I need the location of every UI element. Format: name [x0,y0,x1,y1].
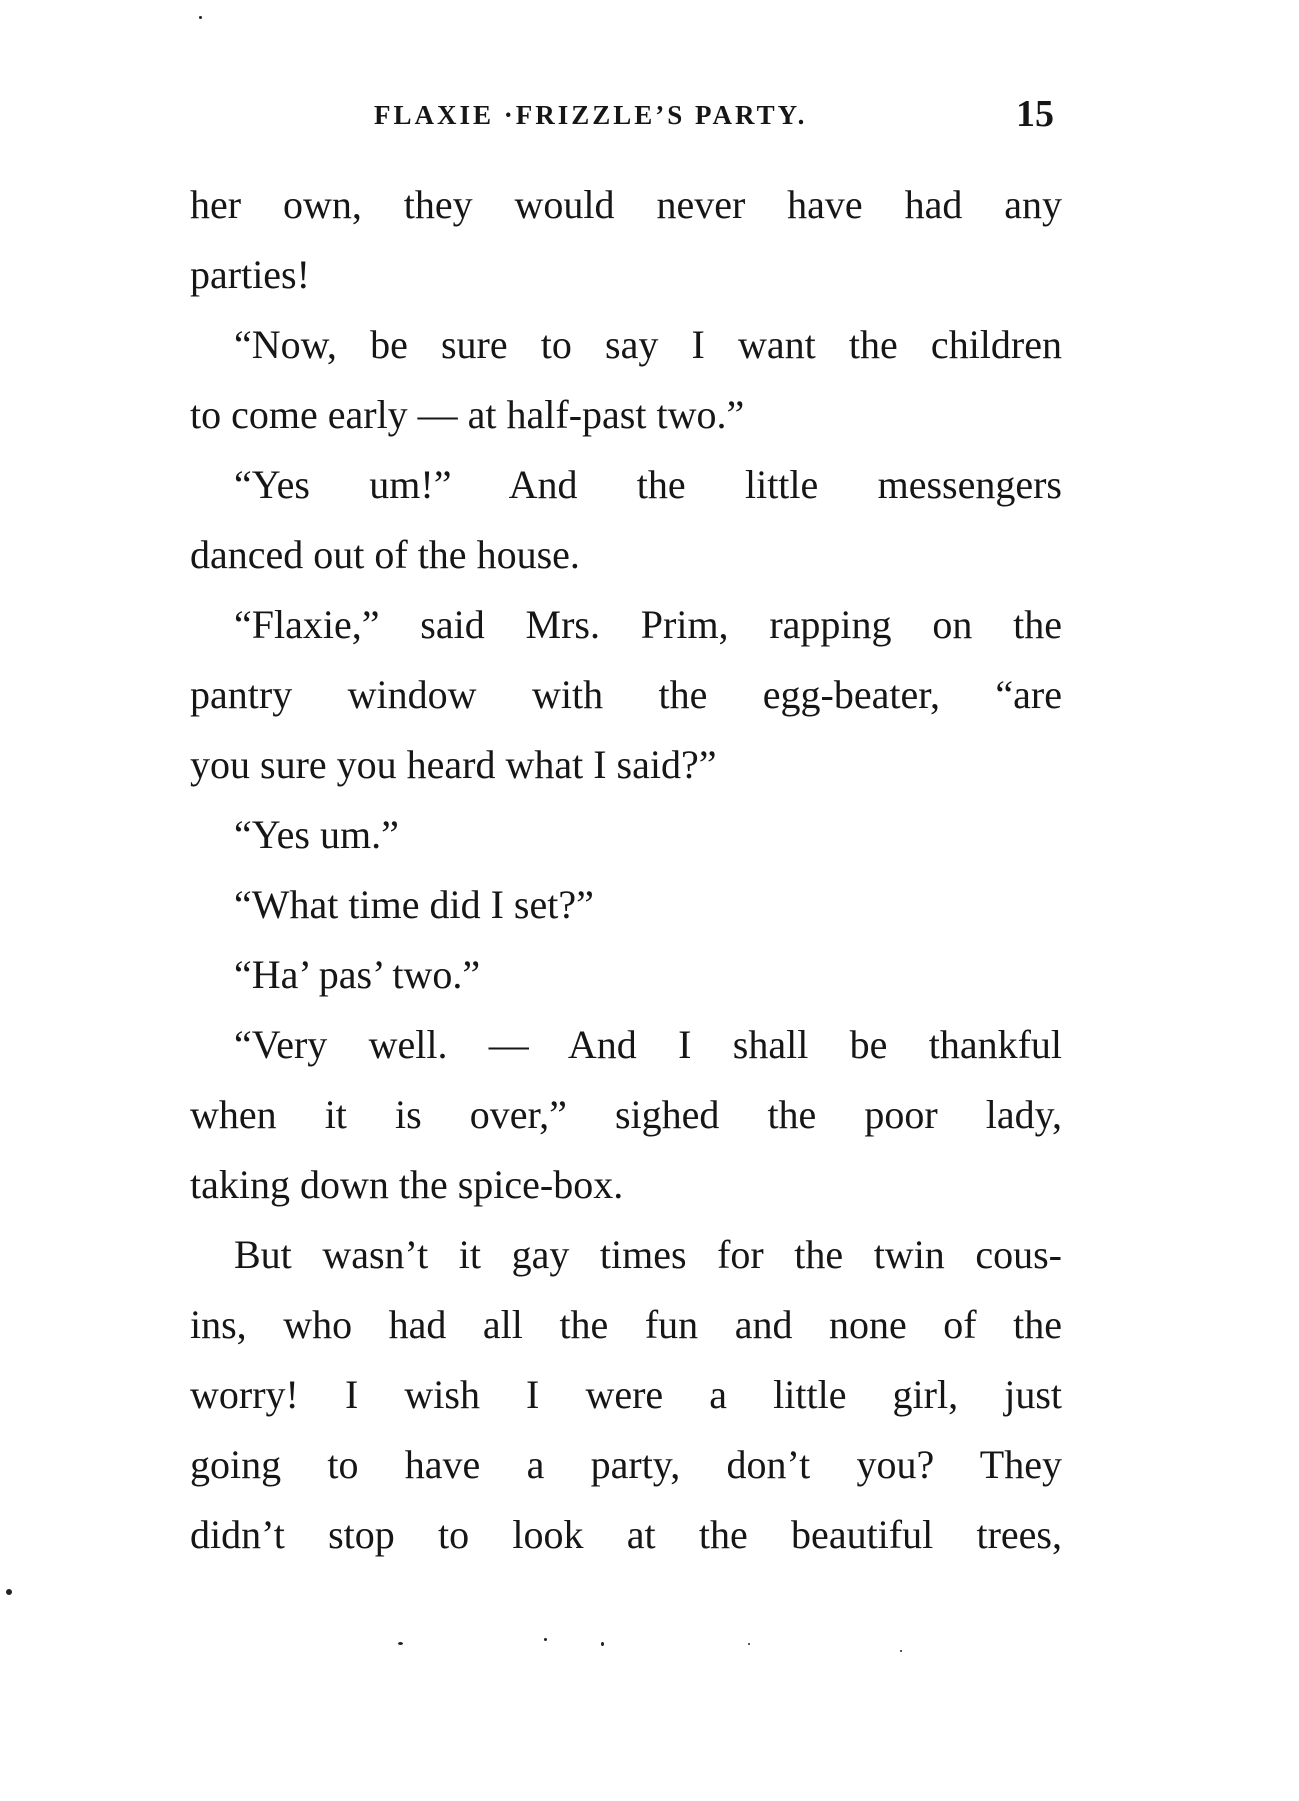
running-title: FLAXIE ·FRIZZLE’S PARTY. [374,100,808,130]
text-line: pantry window with the egg-beater, “are [190,672,1062,717]
body-text [190,170,1062,1570]
running-head [190,92,1062,142]
scan-speck [748,1643,750,1645]
scan-speck [900,1650,902,1652]
text-line: didn’t stop to look at the beautiful trees, [190,1512,1062,1557]
scan-speck [398,1642,403,1645]
scan-speck [6,1589,12,1595]
text-line: “Ha’ pas’ two.” [234,952,481,997]
scan-speck [544,1638,547,1641]
scan-speck [199,16,202,19]
text-line: danced out of the house. [190,532,580,577]
text-line: to come early — at half-past two.” [190,392,745,437]
text-line: parties! [190,252,310,297]
text-line: “Flaxie,” said Mrs. Prim, rapping on the [234,602,1062,647]
text-line: when it is over,” sighed the poor lady, [190,1092,1062,1137]
text-line: But wasn’t it gay times for the twin cous- [234,1232,1062,1277]
text-line: taking down the spice-box. [190,1162,624,1207]
text-line: ins, who had all the fun and none of the [190,1302,1062,1347]
text-line: “Yes um.” [234,812,399,857]
page-number: 15 [1016,93,1054,135]
text-line: “Now, be sure to say I want the children [234,322,1062,367]
text-line: worry! I wish I were a little girl, just [190,1372,1062,1417]
text-line: “Very well. — And I shall be thankful [234,1022,1062,1067]
text-line: her own, they would never have had any [190,182,1062,227]
text-line: “What time did I set?” [234,882,594,927]
text-line: you sure you heard what I said?” [190,742,717,787]
text-line: going to have a party, don’t you? They [190,1442,1062,1487]
text-line: “Yes um!” And the little messengers [234,462,1062,507]
scan-speck [601,1642,604,1646]
